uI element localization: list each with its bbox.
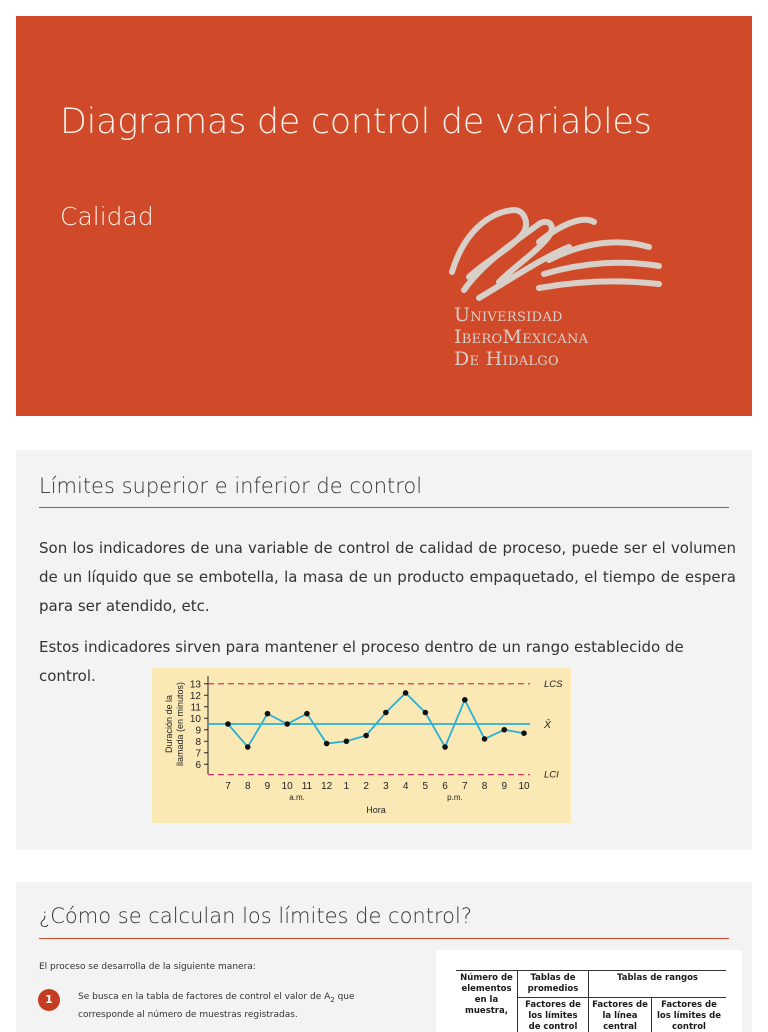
heading-divider [39,938,729,939]
slide-heading: Límites superior e inferior de control [39,474,422,498]
x-tick-label: 10 [518,781,530,792]
x-tick-label: 6 [442,781,448,792]
data-series-line [228,693,524,747]
y-axis-label-line2: llamada (en minutos) [175,682,185,766]
logo-text-line1: Universidad [454,304,563,326]
y-tick-label: 6 [195,760,201,771]
table-subheader-control-limit-factors: Factores de los límites de control [518,998,589,1032]
title-slide [16,16,752,416]
calculation-slide [16,882,752,1032]
control-limits-slide [16,450,752,850]
data-point [462,697,468,703]
data-point [324,741,330,747]
x-tick-label: 5 [423,781,429,792]
data-point [521,730,527,736]
step-number-badge: 1 [38,989,60,1011]
control-factors-table-card [436,950,742,1032]
x-tick-label: 8 [482,781,488,792]
heading-divider [39,507,729,508]
step-text [78,990,378,1023]
data-point [245,744,251,750]
presentation-subtitle: Calidad [60,202,154,231]
presentation-title: Diagramas de control de variables [60,102,652,142]
data-point [482,736,488,742]
university-logo [444,202,666,372]
y-tick-label: 12 [190,691,202,702]
x-tick-label: 3 [383,781,389,792]
x-tick-label: 7 [225,781,231,792]
x-tick-label: 9 [265,781,271,792]
data-point [501,727,507,733]
slide-heading: ¿Cómo se calculan los límites de control? [39,904,472,928]
y-tick-label: 7 [195,748,201,759]
step-subscript: 2 [330,996,334,1004]
x-tick-label: 8 [245,781,251,792]
table-header-sample-size: Número de elementos en la muestra, [456,971,518,1032]
data-point [423,710,429,716]
intro-text: El proceso se desarrolla de la siguiente manera: [39,962,256,972]
logo-text-line3: De Hidalgo [454,348,559,370]
x-tick-label: 7 [462,781,468,792]
x-tick-label: 9 [501,781,507,792]
y-tick-label: 9 [195,725,201,736]
table-header-ranges: Tablas de rangos [589,971,727,998]
x-tick-label: 1 [344,781,350,792]
table-header-averages: Tablas de promedios [518,971,589,998]
y-tick-label: 13 [190,679,202,690]
logo-text-line2: IberoMexicana [454,326,588,348]
x-axis-label: Hora [366,805,386,815]
ucl-label: LCS [544,679,563,690]
data-point [442,744,448,750]
data-point [225,721,231,727]
data-point [383,710,389,716]
am-period-label: a.m. [289,793,305,802]
table-subheader-center-line-factors: Factores de la línea central [589,998,652,1032]
data-point [363,733,369,739]
control-chart-svg [152,668,571,823]
y-tick-label: 8 [195,737,201,748]
data-point [284,721,290,727]
pm-period-label: p.m. [447,793,463,802]
center-line-label: X̄ [543,718,552,731]
step-text-end: que corresponde al número de muestras registradas. [78,992,355,1020]
data-point [403,690,409,696]
data-point [304,711,310,717]
x-tick-label: 10 [282,781,294,792]
step-text-start: Se busca en la tabla de factores de control el valor de A [78,992,330,1002]
x-tick-label: 11 [302,781,313,792]
y-tick-label: 10 [190,714,202,725]
purpose-paragraph: Estos indicadores sirven para mantener el proceso dentro de un rango establecido de control. [39,633,736,691]
x-tick-label: 2 [363,781,369,792]
logo-wing-icon [444,202,666,302]
x-tick-label: 12 [321,781,333,792]
data-point [265,711,271,717]
control-factors-table [456,970,726,1032]
y-axis-label-line1: Duración de la [164,695,174,753]
data-point [344,738,350,744]
definition-paragraph: Son los indicadores de una variable de control de calidad de proceso, puede ser el volumen de un líquido que se embotella, la masa de un producto empaquetado, el tiempo de espera para ser atendido, etc. [39,534,736,621]
x-tick-label: 4 [403,781,409,792]
y-tick-label: 11 [191,702,202,713]
lcl-label: LCI [544,770,559,781]
table-subheader-range-limit-factors: Factores de los límites de control [652,998,727,1032]
control-chart [152,668,571,823]
